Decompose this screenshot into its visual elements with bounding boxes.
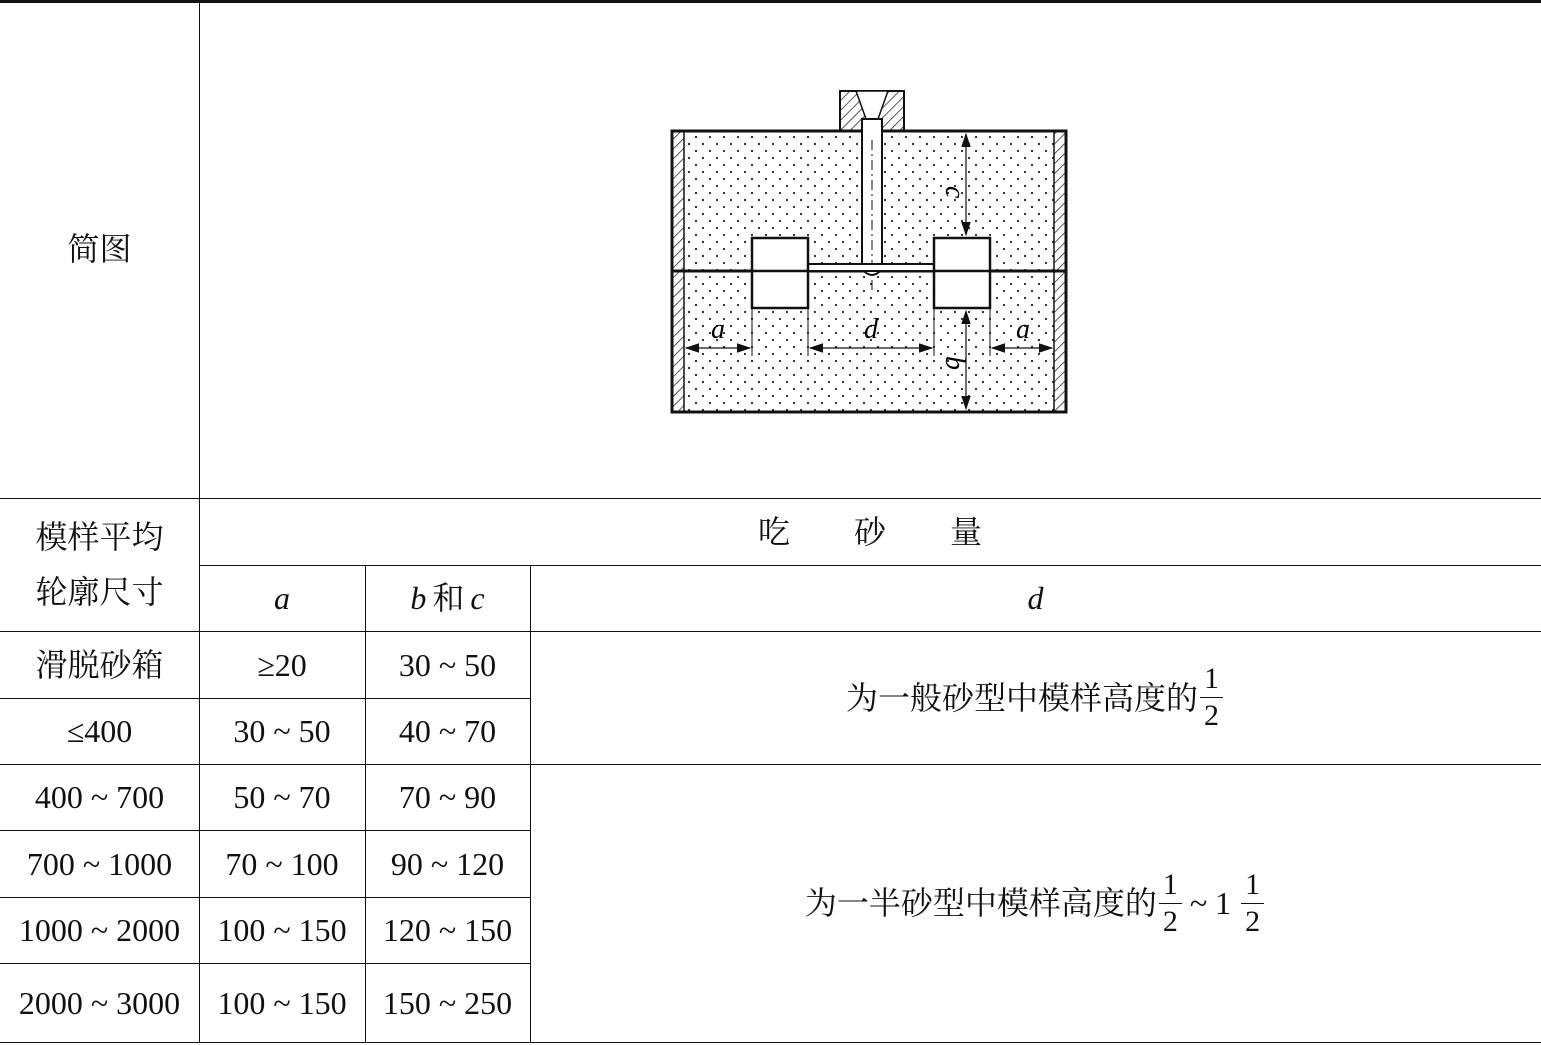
d-note-2-fraction-a [1159,867,1182,938]
sand-allowance-title [199,498,1541,565]
row-1-a: ≥20 [257,646,307,683]
title-char-2: 砂 [853,513,886,550]
row-4-size: 700 ~ 1000 [26,845,173,882]
row-3-a: 50 ~ 70 [233,779,331,815]
d-note-2-separator: ~ 1 [1189,885,1232,921]
title-char-1: 吃 [757,513,790,550]
size-header [0,498,199,631]
row-6-bc: 150 ~ 250 [382,984,513,1021]
top-rule [0,0,1541,3]
d-note-group-2 [530,764,1541,1042]
pattern-right [934,238,990,308]
row-5-size: 1000 ~ 2000 [18,912,181,948]
d-note-1-numerator: 1 [1200,664,1223,698]
col-header-bc [365,565,530,631]
d-note-2-denominator-b: 2 [1245,904,1261,938]
label-b: b [939,356,970,370]
sand-mold-diagram [660,84,1080,424]
row-1-size: 滑脱砂箱 [35,646,164,683]
title-char-3: 量 [950,513,983,550]
diagram-label: 简图 [67,231,132,267]
row-1-bc: 30 ~ 50 [398,646,497,683]
d-note-1-denominator: 2 [1204,699,1219,732]
size-header-line1: 模样平均 [35,519,164,556]
size-header-line2: 轮廓尺寸 [35,573,164,610]
d-note-2-numerator-a: 1 [1159,870,1182,904]
row-6-a: 100 ~ 150 [217,984,347,1021]
col-header-c: c [470,580,485,616]
label-d: d [864,314,878,345]
label-a-right: a [1016,314,1030,345]
col-header-d: d [1027,580,1044,616]
row-6-size: 2000 ~ 3000 [18,984,181,1021]
col-header-a: a [274,580,290,616]
runner [808,264,934,271]
row-4-a: 70 ~ 100 [225,845,339,882]
bottom-rule [0,1042,1541,1043]
row-2-a: 30 ~ 50 [233,713,331,749]
label-c: c [939,186,970,199]
row-5-a: 100 ~ 150 [217,912,347,948]
row-2-bc: 40 ~ 70 [398,713,497,749]
d-note-2-fraction-b [1241,867,1264,938]
col-header-and: 和 [432,580,465,616]
col-header-b: b [410,580,427,616]
row-2-size: ≤400 [66,713,133,749]
pattern-left [752,238,808,308]
d-note-group-1 [530,631,1541,764]
row-3-size: 400 ~ 700 [34,779,165,815]
row-4-bc: 90 ~ 120 [390,845,505,882]
row-3-bc: 70 ~ 90 [398,779,497,815]
label-a-left: a [711,314,725,345]
d-note-2-text: 为一半砂型中模样高度的 [804,885,1157,921]
d-note-1-fraction [1200,664,1223,731]
d-note-1-text: 为一般砂型中模样高度的 [845,679,1198,716]
d-note-2-denominator-a: 2 [1162,904,1178,938]
d-note-2-numerator-b: 1 [1241,870,1264,904]
row-5-bc: 120 ~ 150 [382,912,513,948]
